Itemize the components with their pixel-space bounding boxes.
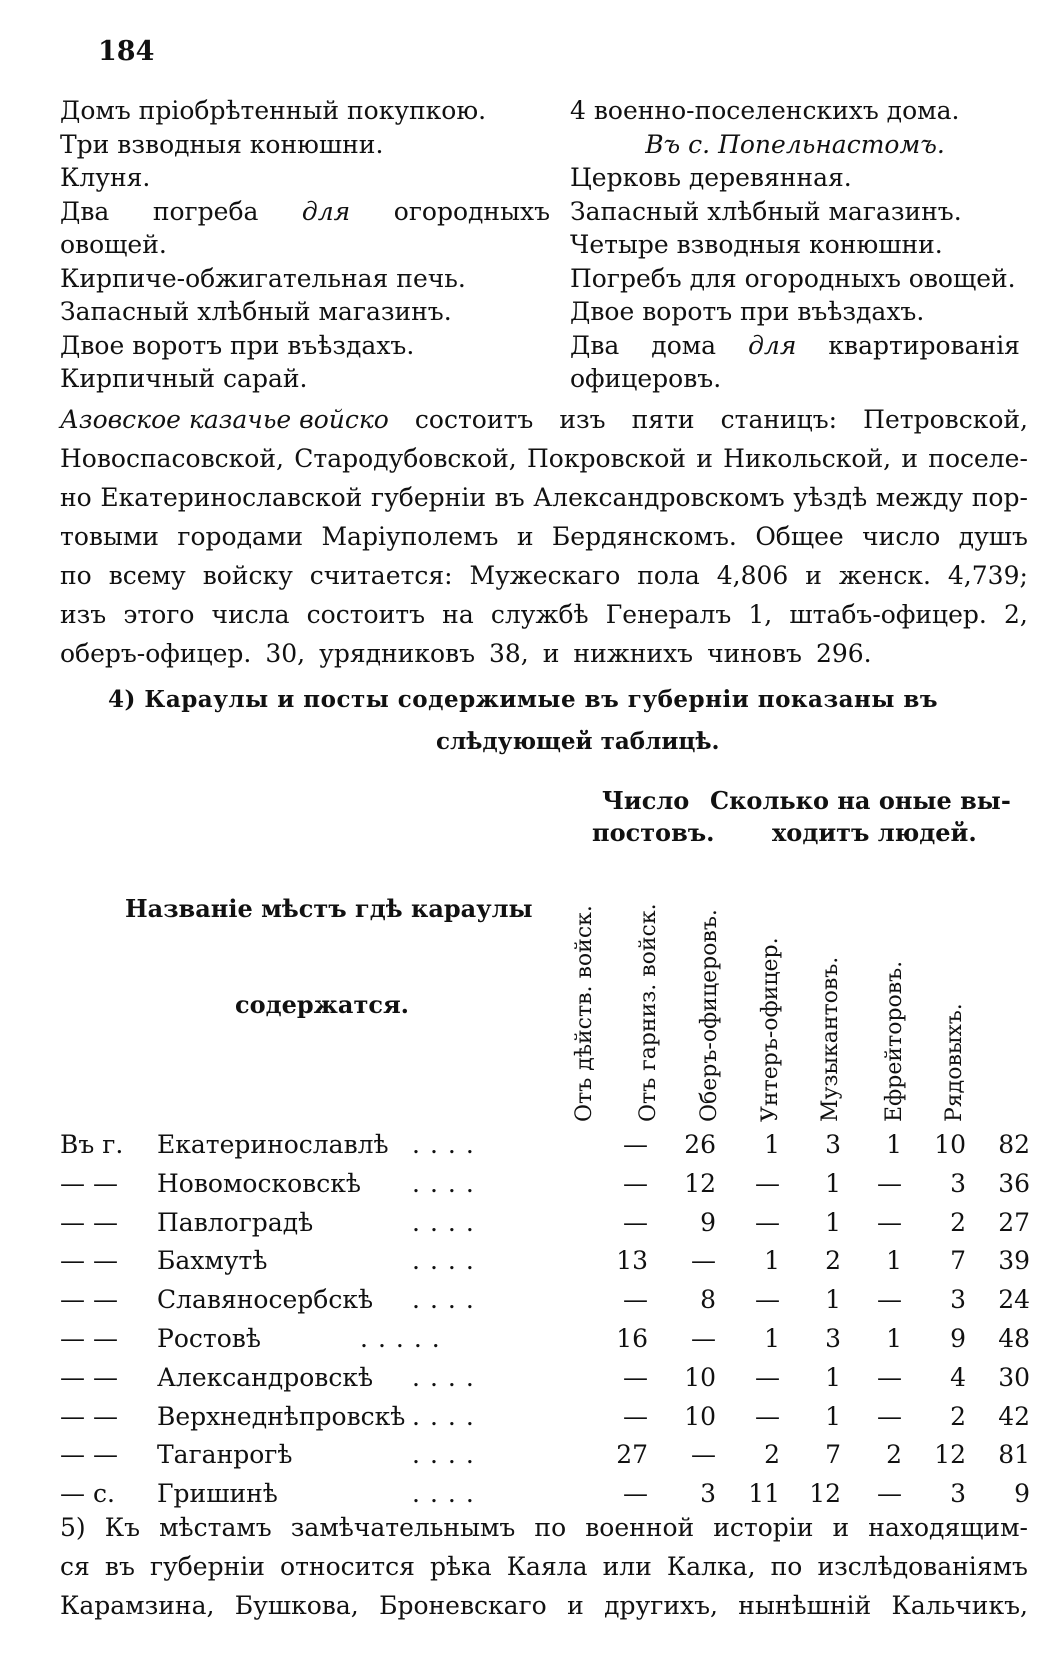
- word: 1,: [748, 600, 773, 629]
- word: 38,: [488, 639, 529, 668]
- word: Бердянскомъ.: [551, 522, 737, 551]
- word: службѣ: [490, 600, 589, 629]
- word: огородныхъ: [393, 196, 550, 226]
- word: состоитъ: [414, 405, 534, 434]
- table-row: [60, 1363, 1040, 1401]
- word: Маріуполемъ: [321, 522, 499, 551]
- cell-value: —: [623, 1362, 648, 1392]
- list-item: Погребъ для огородныхъ овощей.: [570, 263, 1016, 293]
- row-prefix: — с.: [60, 1479, 115, 1509]
- table-row: [60, 1285, 1040, 1323]
- word: Къ: [104, 1513, 141, 1542]
- cell-value: —: [691, 1440, 716, 1470]
- cell-value: —: [755, 1401, 780, 1431]
- text-line: [60, 1586, 1028, 1625]
- word: замѣчательнымъ: [290, 1513, 516, 1542]
- cell-value: 10: [684, 1362, 716, 1392]
- list-item: Двое воротъ при въѣздахъ.: [570, 297, 925, 326]
- word: городами: [177, 522, 304, 551]
- word: состоитъ: [306, 600, 426, 629]
- word: губерніи: [371, 483, 486, 512]
- leader-dots: ....: [412, 1440, 484, 1470]
- azov-paragraph: [60, 400, 1028, 673]
- word: квартированія: [828, 330, 1020, 360]
- cell-value: —: [691, 1324, 716, 1353]
- table-row: [60, 1440, 1040, 1478]
- list-item: Церковь деревянная.: [570, 163, 852, 192]
- word: по: [60, 561, 92, 590]
- word: число: [862, 522, 941, 551]
- list-item: Четыре взводныя конюшни.: [570, 230, 943, 259]
- word: Никольской,: [723, 444, 892, 473]
- cell-value: 16: [616, 1324, 648, 1353]
- cell-value: 1: [886, 1130, 902, 1159]
- word: и: [832, 1513, 850, 1542]
- leader-dots: ....: [412, 1362, 484, 1392]
- cell-value: 3: [950, 1285, 966, 1315]
- cell-value: 12: [684, 1168, 716, 1198]
- text-line: [60, 400, 1028, 439]
- cell-value: 1: [764, 1324, 780, 1353]
- cell-value: —: [623, 1168, 648, 1198]
- cell-value: 10: [934, 1130, 966, 1159]
- word: дома: [651, 330, 717, 360]
- word: пола: [637, 561, 700, 590]
- list-item: Двое воротъ при въѣздахъ.: [60, 330, 415, 360]
- cell-value: 9: [700, 1207, 716, 1237]
- word: ся: [60, 1552, 90, 1581]
- word: изъ: [60, 600, 107, 629]
- row-place: Екатеринославлѣ: [157, 1130, 389, 1159]
- cell-value: —: [755, 1285, 780, 1315]
- word: считается:: [309, 561, 453, 590]
- word: оберъ-офицер.: [60, 639, 252, 668]
- table-row: [60, 1130, 1040, 1168]
- text-line: [60, 517, 1028, 556]
- word: рѣка: [430, 1552, 492, 1581]
- word: станицъ:: [720, 405, 838, 434]
- cell-value: 3: [700, 1479, 716, 1509]
- word: и: [696, 444, 713, 473]
- cell-value: —: [623, 1285, 648, 1315]
- word: пяти: [631, 405, 695, 434]
- word: Общее: [755, 522, 844, 551]
- word: 4,739;: [947, 561, 1028, 590]
- word: войску: [202, 561, 293, 590]
- cell-value: —: [623, 1401, 648, 1431]
- section-5-paragraph: [60, 1508, 1028, 1625]
- word: для: [748, 330, 797, 360]
- list-item: 4 военно-поселенскихъ дома.: [570, 96, 960, 125]
- cell-value: 36: [998, 1168, 1030, 1198]
- word: по: [534, 1513, 567, 1542]
- leader-dots: ....: [412, 1207, 484, 1237]
- word: чиновъ: [707, 639, 802, 668]
- cell-value: 1: [825, 1285, 841, 1315]
- leader-dots: ....: [412, 1246, 484, 1276]
- cell-value: 2: [825, 1246, 841, 1276]
- word: изслѣдованіямъ: [817, 1552, 1028, 1581]
- cell-value: 82: [998, 1130, 1030, 1159]
- header-chislo-cont: постовъ.: [592, 818, 715, 847]
- cell-value: 30: [998, 1362, 1030, 1392]
- header-skolko-cont: ходитъ людей.: [772, 818, 977, 847]
- row-prefix: — —: [60, 1362, 118, 1392]
- row-place: Ростовѣ: [157, 1324, 261, 1353]
- section-4-heading-cont: слѣдующей таблицѣ.: [436, 728, 720, 755]
- word: пор-: [971, 483, 1028, 512]
- cell-value: —: [877, 1401, 902, 1431]
- cell-value: 12: [809, 1479, 841, 1509]
- word: другихъ,: [604, 1591, 718, 1620]
- word: изъ: [559, 405, 606, 434]
- row-place: Новомосковскѣ: [157, 1168, 361, 1198]
- word: Карамзина,: [60, 1591, 215, 1620]
- list-item: овощей.: [60, 230, 167, 259]
- leader-dots: ....: [412, 1479, 484, 1509]
- cell-value: 39: [998, 1246, 1030, 1276]
- leader-dots: ....: [412, 1130, 484, 1159]
- word: 30,: [265, 639, 306, 668]
- leader-dots: ....: [412, 1168, 484, 1198]
- word: и: [542, 639, 560, 668]
- word: и: [567, 1591, 584, 1620]
- text-line: [60, 1547, 1028, 1586]
- header-chislo: Число: [602, 786, 690, 815]
- word: 5): [60, 1513, 86, 1542]
- word: женск.: [838, 561, 931, 590]
- page-number: 184: [98, 36, 155, 67]
- word: Броневскаго: [379, 1591, 547, 1620]
- leader-dots: ....: [412, 1401, 484, 1431]
- text-line: [60, 478, 1028, 517]
- cell-value: 2: [764, 1440, 780, 1470]
- cell-value: —: [623, 1207, 648, 1237]
- cell-value: 9: [950, 1324, 966, 1353]
- left-column-list: [60, 94, 550, 396]
- text-line: [60, 595, 1028, 634]
- word: и: [516, 522, 534, 551]
- cell-value: 9: [1014, 1479, 1030, 1509]
- cell-value: 3: [825, 1324, 841, 1353]
- cell-value: 2: [950, 1401, 966, 1431]
- table-row: [60, 1246, 1040, 1284]
- italic-lead: Азовское казачье войско: [60, 405, 389, 434]
- word: Покровской: [527, 444, 686, 473]
- text-line: [60, 556, 1028, 595]
- row-prefix: — —: [60, 1285, 118, 1315]
- cell-value: —: [755, 1362, 780, 1392]
- list-item: [60, 195, 550, 229]
- cell-value: 1: [886, 1246, 902, 1276]
- cell-value: 3: [825, 1130, 841, 1159]
- word: и: [805, 561, 822, 590]
- section-4-heading: 4) Караулы и посты содержимые въ губерніи показаны въ: [108, 686, 939, 713]
- row-prefix: — —: [60, 1168, 118, 1198]
- row-place: Александровскѣ: [157, 1362, 374, 1392]
- row-prefix: — —: [60, 1324, 118, 1353]
- word: этого: [123, 600, 195, 629]
- table-row: [60, 1402, 1040, 1440]
- word: товыми: [60, 522, 159, 551]
- cell-value: 1: [886, 1324, 902, 1353]
- row-prefix: Въ г.: [60, 1130, 124, 1159]
- place-header: Названіе мѣстъ гдѣ караулы: [125, 894, 533, 923]
- cell-value: —: [691, 1246, 716, 1276]
- word: 2,: [1004, 600, 1028, 629]
- word: Два: [570, 330, 620, 360]
- word: находящим-: [868, 1513, 1028, 1542]
- cell-value: —: [877, 1362, 902, 1392]
- word: губерніи: [149, 1552, 265, 1581]
- list-item: Кирпичный сарай.: [60, 364, 308, 393]
- leader-dots: .....: [360, 1324, 450, 1353]
- row-prefix: — —: [60, 1246, 118, 1276]
- cell-value: 10: [684, 1401, 716, 1431]
- word: душъ: [958, 522, 1028, 551]
- row-place: Бахмутѣ: [157, 1246, 268, 1276]
- word: Мужескаго: [469, 561, 621, 590]
- cell-value: 2: [950, 1207, 966, 1237]
- row-prefix: — —: [60, 1401, 118, 1431]
- cell-value: 1: [764, 1130, 780, 1159]
- word: Каяла: [506, 1552, 588, 1581]
- word: уѣздѣ: [793, 483, 868, 512]
- word: Новоспасовской,: [60, 444, 284, 473]
- list-item: Три взводныя конюшни.: [60, 129, 384, 159]
- word: урядниковъ: [319, 639, 475, 668]
- word: по: [770, 1552, 803, 1581]
- column-header: Рядовыхъ.: [942, 1003, 967, 1122]
- subheading-village: Въ с. Попельнастомъ.: [645, 129, 945, 159]
- text-line: [60, 439, 1028, 478]
- cell-value: 7: [825, 1440, 841, 1470]
- cell-value: —: [755, 1207, 780, 1237]
- word: на: [442, 600, 474, 629]
- cell-value: 42: [998, 1401, 1030, 1431]
- column-header: Ефрейторовъ.: [882, 960, 907, 1122]
- word: Александровскомъ: [533, 483, 785, 512]
- cell-value: 1: [764, 1246, 780, 1276]
- word: или: [602, 1552, 652, 1581]
- cell-value: 3: [950, 1168, 966, 1198]
- row-place: Славяносербскѣ: [157, 1285, 374, 1315]
- row-place: Таганрогѣ: [157, 1440, 293, 1470]
- cell-value: 13: [616, 1246, 648, 1276]
- table-row: [60, 1208, 1040, 1246]
- list-item: Домъ пріобрѣтенный покупкою.: [60, 96, 487, 125]
- cell-value: 11: [748, 1479, 780, 1509]
- word: между: [875, 483, 964, 512]
- cell-value: —: [877, 1285, 902, 1315]
- word: Два: [60, 196, 110, 226]
- word: поселе-: [928, 444, 1028, 473]
- word: мѣстамъ: [159, 1513, 272, 1542]
- cell-value: 7: [950, 1246, 966, 1276]
- cell-value: 2: [886, 1440, 902, 1470]
- word: Петровской,: [863, 405, 1028, 434]
- word: въ: [494, 483, 525, 512]
- table-row: [60, 1324, 1040, 1362]
- word: нынѣшній: [738, 1591, 872, 1620]
- row-place: Павлоградѣ: [157, 1207, 314, 1237]
- cell-value: 1: [825, 1168, 841, 1198]
- table-row: [60, 1169, 1040, 1207]
- word: относится: [280, 1552, 415, 1581]
- word: всему: [108, 561, 186, 590]
- list-item: Запасный хлѣбный магазинъ.: [570, 196, 962, 226]
- cell-value: —: [755, 1168, 780, 1198]
- row-prefix: — —: [60, 1440, 118, 1470]
- cell-value: 48: [998, 1324, 1030, 1353]
- word: 296.: [815, 639, 872, 668]
- header-skolko: Сколько на оные вы-: [710, 786, 1011, 815]
- list-item: Запасный хлѣбный магазинъ.: [60, 297, 452, 326]
- word: Стародубовской,: [294, 444, 517, 473]
- cell-value: 4: [950, 1362, 966, 1392]
- word: 4,806: [716, 561, 789, 590]
- row-prefix: — —: [60, 1207, 118, 1237]
- row-place: Верхнеднѣпровскѣ: [157, 1401, 406, 1431]
- cell-value: 81: [998, 1440, 1030, 1470]
- word: Калка,: [666, 1552, 756, 1581]
- cell-value: —: [877, 1168, 902, 1198]
- cell-value: 8: [700, 1285, 716, 1315]
- cell-value: 1: [825, 1207, 841, 1237]
- word: Бушкова,: [234, 1591, 359, 1620]
- place-header-cont: содержатся.: [235, 990, 410, 1019]
- cell-value: 12: [934, 1440, 966, 1470]
- word: въ: [104, 1552, 135, 1581]
- cell-value: 27: [616, 1440, 648, 1470]
- cell-value: 24: [998, 1285, 1030, 1315]
- cell-value: —: [623, 1130, 648, 1159]
- list-item: офицеровъ.: [570, 364, 722, 393]
- word: военной: [585, 1513, 695, 1542]
- word: числа: [211, 600, 290, 629]
- list-item: Кирпиче-обжигательная печь.: [60, 263, 466, 293]
- row-place: Гришинѣ: [157, 1479, 278, 1509]
- cell-value: 3: [950, 1479, 966, 1509]
- cell-value: 1: [825, 1401, 841, 1431]
- cell-value: 26: [684, 1130, 716, 1159]
- right-column-list: [570, 94, 1020, 396]
- word: для: [301, 196, 351, 226]
- word: но: [60, 483, 92, 512]
- word: нижнихъ: [573, 639, 694, 668]
- column-header: Музыкантовъ.: [818, 956, 843, 1122]
- list-item: [570, 329, 1020, 363]
- cell-value: —: [877, 1207, 902, 1237]
- text-line: [60, 1508, 1028, 1547]
- word: погреба: [152, 196, 259, 226]
- word: штабъ-офицер.: [789, 600, 987, 629]
- text-line: [60, 634, 1028, 673]
- cell-value: —: [623, 1479, 648, 1509]
- column-header: Отъ дѣйств. войск.: [572, 905, 597, 1122]
- column-header: Отъ гарниз. войск.: [636, 903, 661, 1122]
- leader-dots: ....: [412, 1285, 484, 1315]
- column-header: Унтеръ-офицер.: [758, 937, 783, 1122]
- cell-value: 27: [998, 1207, 1030, 1237]
- list-item: Клуня.: [60, 163, 151, 192]
- column-header: Оберъ-офицеровъ.: [697, 909, 722, 1122]
- word: и: [901, 444, 919, 473]
- word: Екатеринославской: [100, 483, 363, 512]
- word: исторіи: [713, 1513, 814, 1542]
- cell-value: —: [877, 1479, 902, 1509]
- word: Кальчикъ,: [891, 1591, 1028, 1620]
- word: Генералъ: [605, 600, 732, 629]
- cell-value: 1: [825, 1362, 841, 1392]
